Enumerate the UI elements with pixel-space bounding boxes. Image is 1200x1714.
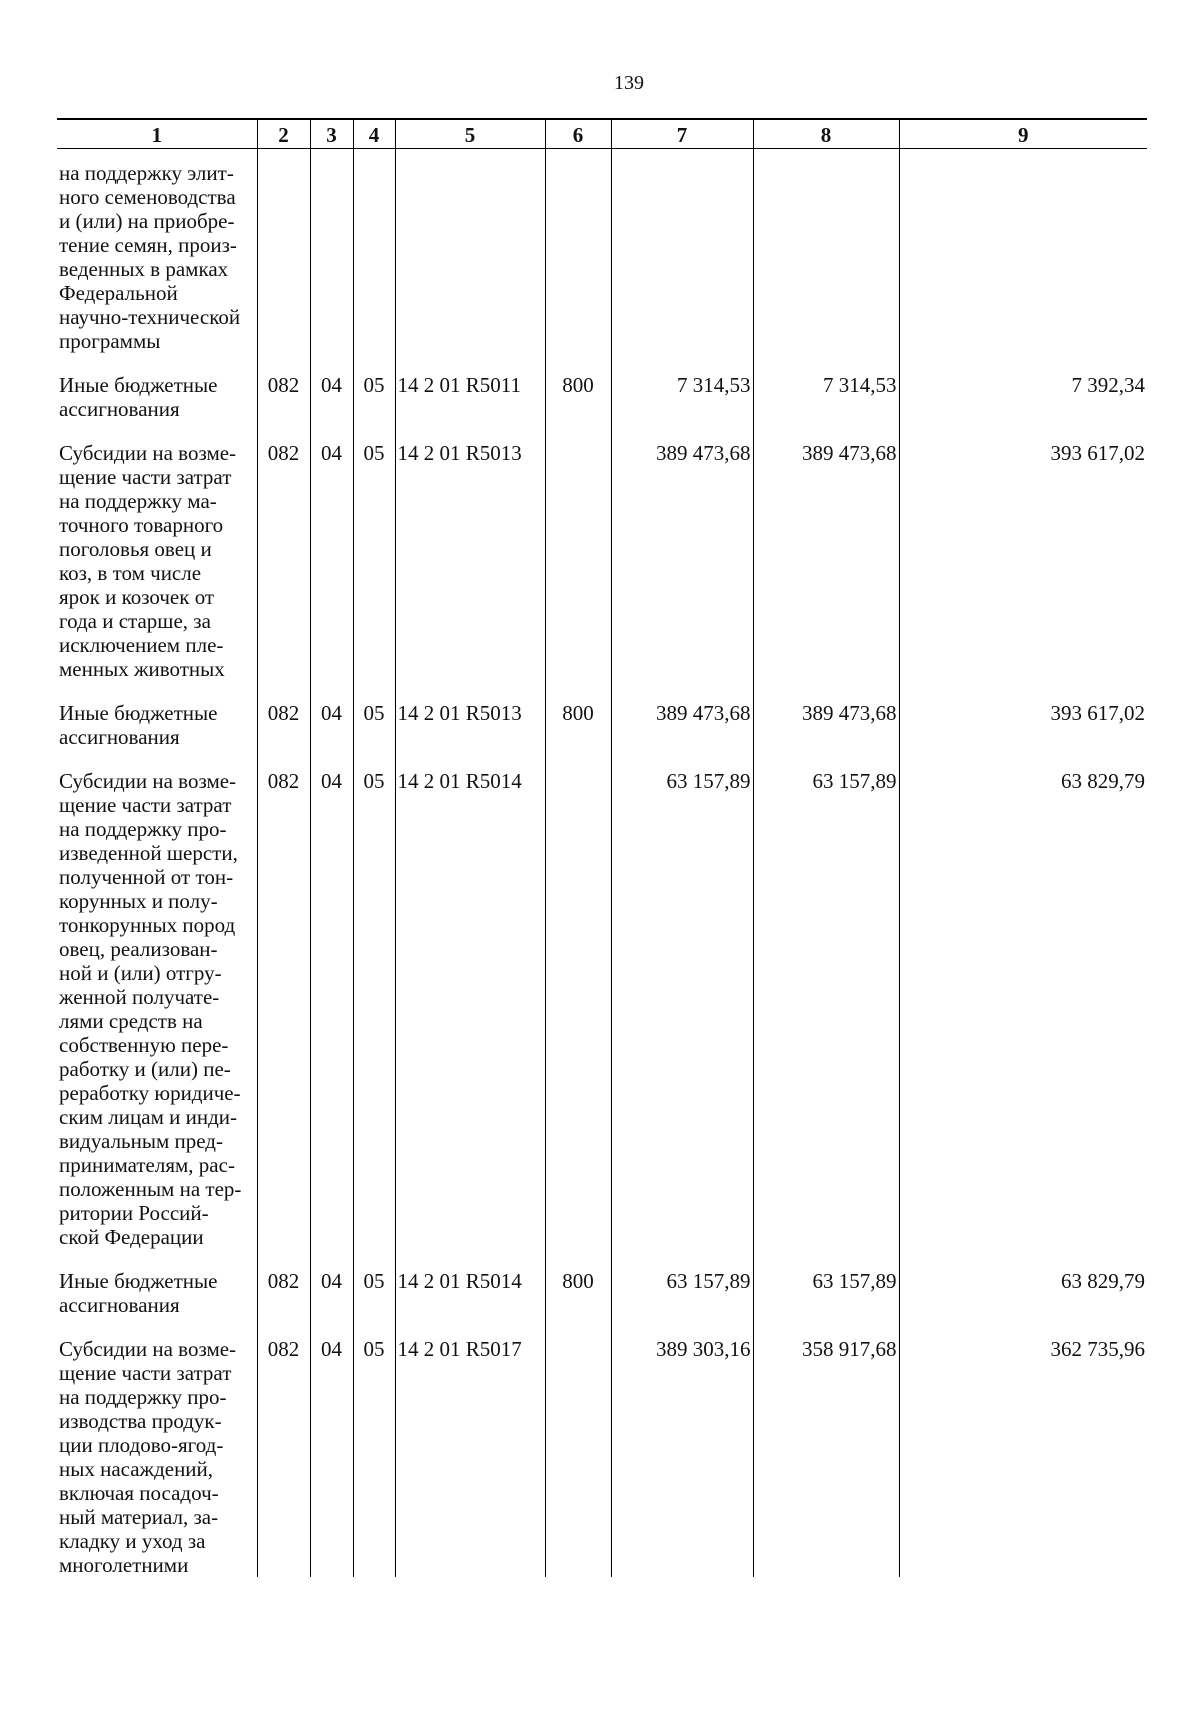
amount-year-1: 63 157,89 bbox=[611, 749, 753, 1249]
expense-type-code bbox=[545, 749, 611, 1249]
subsection-code: 05 bbox=[353, 1249, 395, 1317]
amount-year-1: 389 473,68 bbox=[611, 421, 753, 681]
ministry-code: 082 bbox=[257, 1317, 310, 1577]
page-number: 139 bbox=[614, 72, 644, 94]
column-header: 5 bbox=[395, 119, 545, 149]
ministry-code: 082 bbox=[257, 681, 310, 749]
amount-year-1 bbox=[611, 149, 753, 354]
section-code: 04 bbox=[310, 1249, 353, 1317]
amount-year-2: 63 157,89 bbox=[753, 1249, 899, 1317]
budget-table bbox=[57, 118, 1147, 1577]
target-article-code: 14 2 01 R5014 bbox=[395, 1249, 545, 1317]
section-code: 04 bbox=[310, 749, 353, 1249]
amount-year-2: 7 314,53 bbox=[753, 353, 899, 421]
table-row bbox=[57, 1249, 1147, 1317]
amount-year-1: 63 157,89 bbox=[611, 1249, 753, 1317]
section-code: 04 bbox=[310, 1317, 353, 1577]
amount-year-1: 389 473,68 bbox=[611, 681, 753, 749]
amount-year-2: 389 473,68 bbox=[753, 681, 899, 749]
subsection-code bbox=[353, 149, 395, 354]
item-name: Субсидии на возме- щение части затрат на поддержку про- изводства продук- ции плодово-ягод- ных насаждений, включая посадоч- ный материал, за- кладку и уход за многолетними bbox=[59, 1337, 237, 1577]
column-header: 7 bbox=[611, 119, 753, 149]
expense-type-code bbox=[545, 149, 611, 354]
target-article-code: 14 2 01 R5013 bbox=[395, 681, 545, 749]
subsection-code: 05 bbox=[353, 353, 395, 421]
target-article-code: 14 2 01 R5014 bbox=[395, 749, 545, 1249]
amount-year-3: 63 829,79 bbox=[899, 749, 1147, 1249]
item-name: на поддержку элит- ного семеноводства и (или) на приобре- тение семян, произ- веденных в рамках Федеральной научно-технической программы bbox=[59, 161, 241, 353]
amount-year-2: 358 917,68 bbox=[753, 1317, 899, 1577]
column-header: 9 bbox=[899, 119, 1147, 149]
section-code bbox=[310, 149, 353, 354]
item-name: Иные бюджетные ассигнования bbox=[59, 1269, 218, 1317]
column-header: 4 bbox=[353, 119, 395, 149]
table-row bbox=[57, 421, 1147, 681]
column-header: 8 bbox=[753, 119, 899, 149]
column-header: 3 bbox=[310, 119, 353, 149]
column-header: 6 bbox=[545, 119, 611, 149]
item-name: Субсидии на возме- щение части затрат на поддержку про- изведенной шерсти, полученной от тон- корунных и полу- тонкорунных пород овец, реализован- ной и (или) отгру- женной получате- лями средств на собственную пере- работку и (или) пе- реработку юридиче- ским лицам и инди- видуальным пред- принимателям, рас- положенным на тер- ритории Россий- ской Федерации bbox=[59, 769, 242, 1249]
ministry-code: 082 bbox=[257, 749, 310, 1249]
amount-year-3: 63 829,79 bbox=[899, 1249, 1147, 1317]
column-header: 2 bbox=[257, 119, 310, 149]
amount-year-3 bbox=[899, 149, 1147, 354]
amount-year-2 bbox=[753, 149, 899, 354]
amount-year-1: 389 303,16 bbox=[611, 1317, 753, 1577]
table-row bbox=[57, 749, 1147, 1249]
amount-year-3: 393 617,02 bbox=[899, 421, 1147, 681]
expense-type-code: 800 bbox=[545, 681, 611, 749]
amount-year-2: 389 473,68 bbox=[753, 421, 899, 681]
section-code: 04 bbox=[310, 681, 353, 749]
amount-year-1: 7 314,53 bbox=[611, 353, 753, 421]
target-article-code: 14 2 01 R5013 bbox=[395, 421, 545, 681]
target-article-code: 14 2 01 R5017 bbox=[395, 1317, 545, 1577]
target-article-code bbox=[395, 149, 545, 354]
ministry-code: 082 bbox=[257, 421, 310, 681]
table-row bbox=[57, 681, 1147, 749]
subsection-code: 05 bbox=[353, 681, 395, 749]
section-code: 04 bbox=[310, 421, 353, 681]
column-header: 1 bbox=[57, 119, 257, 149]
target-article-code: 14 2 01 R5011 bbox=[395, 353, 545, 421]
amount-year-3: 362 735,96 bbox=[899, 1317, 1147, 1577]
subsection-code: 05 bbox=[353, 421, 395, 681]
amount-year-2: 63 157,89 bbox=[753, 749, 899, 1249]
item-name: Субсидии на возме- щение части затрат на поддержку ма- точного товарного поголовья овец и коз, в том числе ярок и козочек от года и старше, за исключением пле- менных животных bbox=[59, 441, 237, 681]
table-row bbox=[57, 1317, 1147, 1577]
subsection-code: 05 bbox=[353, 1317, 395, 1577]
ministry-code bbox=[257, 149, 310, 354]
item-name: Иные бюджетные ассигнования bbox=[59, 373, 218, 421]
table-row bbox=[57, 353, 1147, 421]
ministry-code: 082 bbox=[257, 1249, 310, 1317]
expense-type-code bbox=[545, 421, 611, 681]
table-row bbox=[57, 149, 1147, 354]
table-body bbox=[57, 149, 1147, 1578]
header-row bbox=[57, 119, 1147, 149]
expense-type-code: 800 bbox=[545, 1249, 611, 1317]
section-code: 04 bbox=[310, 353, 353, 421]
amount-year-3: 7 392,34 bbox=[899, 353, 1147, 421]
subsection-code: 05 bbox=[353, 749, 395, 1249]
amount-year-3: 393 617,02 bbox=[899, 681, 1147, 749]
ministry-code: 082 bbox=[257, 353, 310, 421]
expense-type-code bbox=[545, 1317, 611, 1577]
item-name: Иные бюджетные ассигнования bbox=[59, 701, 218, 749]
expense-type-code: 800 bbox=[545, 353, 611, 421]
